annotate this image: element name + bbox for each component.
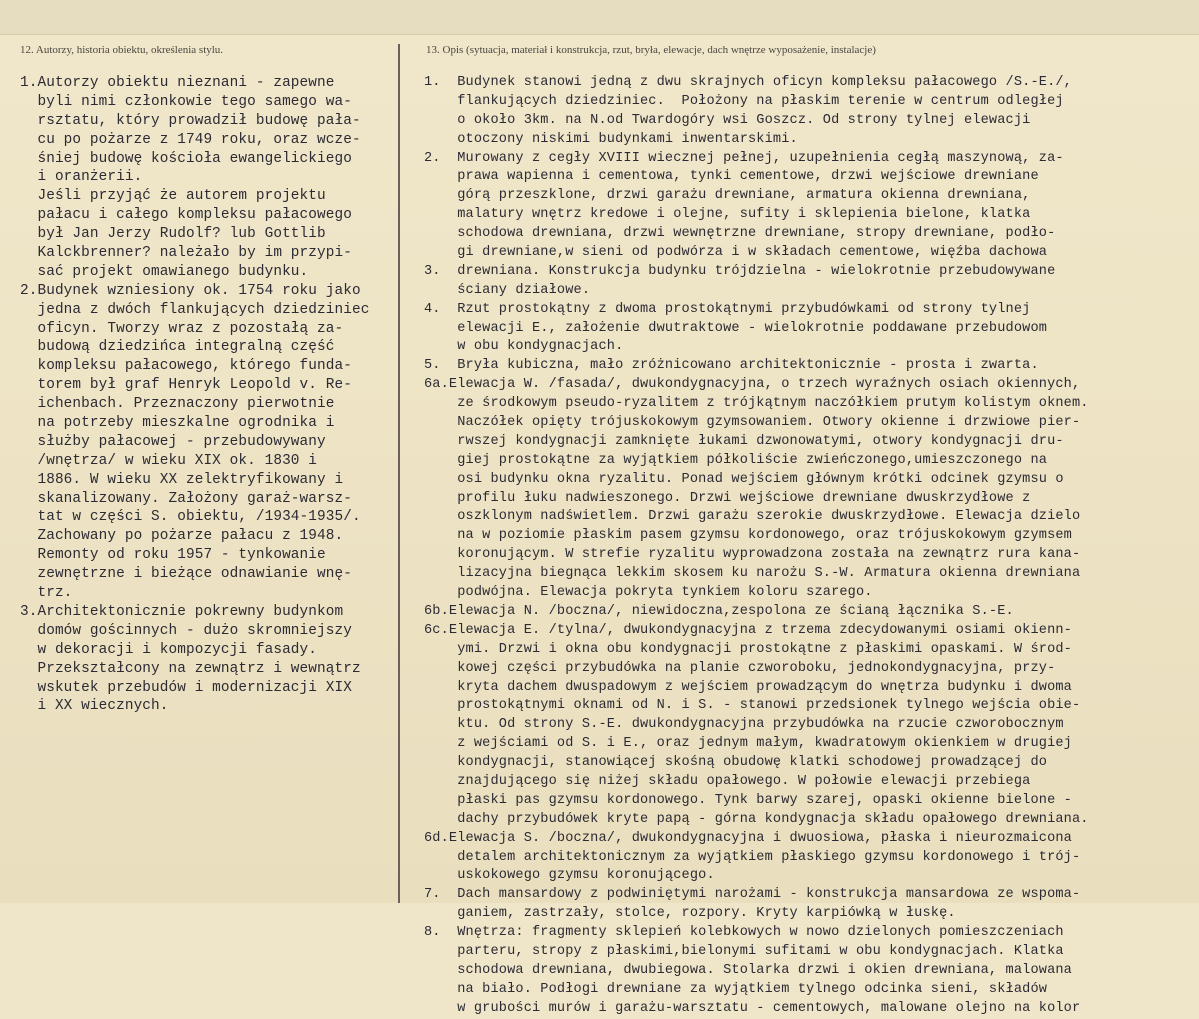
left-text-line: i oranżerii. bbox=[20, 169, 143, 186]
left-text-line: 2.Budynek wzniesiony ok. 1754 roku jako bbox=[20, 282, 361, 299]
right-text-line: 3. drewniana. Konstrukcja budynku trójdzielna - wielokrotnie przebudowywane bbox=[424, 263, 1056, 279]
right-text-line: 5. Bryła kubiczna, mało zróżnicowano architektonicznie - prosta i zwarta. bbox=[424, 358, 1039, 374]
left-text-line: wskutek przebudów i modernizacji XIX bbox=[20, 679, 352, 696]
right-text-line: o około 3km. na N.od Twardogóry wsi Goszcz. Od strony tylnej elewacji bbox=[424, 112, 1031, 128]
left-text-line: 3.Architektonicznie pokrewny budynkom bbox=[20, 603, 344, 620]
right-text-line: górą przeszklone, drzwi garażu drewniane, armatura okienna drewniana, bbox=[424, 188, 1031, 204]
left-text-line: /wnętrza/ w wieku XIX ok. 1830 i bbox=[20, 452, 318, 469]
left-text-line: Kalckbrenner? należało by im przypi- bbox=[20, 245, 352, 262]
left-text-line: rsztatu, który prowadził budowę pała- bbox=[20, 112, 361, 129]
right-text-line: 6d.Elewacja S. /boczna/, dwukondygnacyjna i dwuosiowa, płaska i nieurozmaicona bbox=[424, 830, 1072, 846]
right-text-line: parteru, stropy z płaskimi,bielonymi sufitami w obu kondygnacjach. Klatka bbox=[424, 943, 1064, 959]
section-header-13: 13. Opis (sytuacja, materiał i konstrukcja, rzut, bryła, elewacje, dach wnętrze wyposażenie, instalacje) bbox=[426, 44, 876, 56]
right-text-line: w grubości murów i garażu-warsztatu - cementowych, malowane olejno na kolor bbox=[424, 1000, 1081, 1016]
left-text-line: i XX wiecznych. bbox=[20, 698, 169, 715]
right-text-line: flankujących dziedziniec. Położony na płaskim terenie w centrum odległej bbox=[424, 93, 1064, 109]
page-top-edge bbox=[0, 0, 1199, 35]
right-text-line: schodowa drewniana, drzwi wewnętrzne drewniane, stropy drewniane, podło- bbox=[424, 226, 1056, 242]
right-text-line: profilu łuku nadwieszonego. Drzwi wejściowe drewniane dwuskrzydłowe z bbox=[424, 490, 1031, 506]
right-text-line: kowej części przybudówka na planie czworoboku, jednokondygnacyjna, przy- bbox=[424, 660, 1056, 676]
right-text-line: 6a.Elewacja W. /fasada/, dwukondygnacyjna, o trzech wyraźnych osiach okiennych, bbox=[424, 377, 1081, 393]
left-text-line: domów gościnnych - dużo skromniejszy bbox=[20, 622, 352, 639]
left-text-line: 1.Autorzy obiektu nieznani - zapewne bbox=[20, 75, 335, 91]
right-text-line: na biało. Podłogi drewniane za wyjątkiem tylnego odcinka sieni, składów bbox=[424, 981, 1048, 997]
left-text-line: budową dziedzińca integralną część bbox=[20, 339, 335, 356]
right-text-line: malatury wnętrz kredowe i olejne, sufity i sklepienia bielone, klatka bbox=[424, 207, 1031, 223]
left-text-line: służby pałacowej - przebudowywany bbox=[20, 433, 326, 450]
right-text-line: ymi. Drzwi i okna obu kondygnacji prostokątne z płaskimi opaskami. W środ- bbox=[424, 641, 1072, 657]
right-text-line: elewacji E., założenie dwutraktowe - wielokrotnie poddawane przebudowom bbox=[424, 320, 1048, 336]
left-text-line: skanalizowany. Założony garaż-warsz- bbox=[20, 490, 352, 507]
right-text-line: schodowa drewniana, dwubiegowa. Stolarka drzwi i okien drewniana, malowana bbox=[424, 962, 1072, 978]
right-text-line: na w poziomie płaskim pasem gzymsu kordonowego, oraz trójuskokowym gzymsem bbox=[424, 528, 1072, 544]
right-text-line: kryta dachem dwuspadowym z wejściem prowadzącym do wnętrza budynku i dwoma bbox=[424, 679, 1072, 695]
left-text-line: jedna z dwóch flankujących dziedziniec bbox=[20, 301, 370, 318]
right-text-line: ze środkowym pseudo-ryzalitem z trójkątnym naczółkiem prutym kolistym oknem. bbox=[424, 396, 1089, 412]
right-text-line: osi budynku okna ryzalitu. Ponad wejściem głównym krótki odcinek gzymsu o bbox=[424, 471, 1064, 487]
right-text-line: płaski pas gzymsu kordonowego. Tynk barwy szarej, opaski okienne bielone - bbox=[424, 792, 1072, 808]
left-text-line: Zachowany po pożarze pałacu z 1948. bbox=[20, 528, 344, 545]
right-text-line: ganiem, zastrzały, stolce, rozpory. Kryty karpiówką w łuskę. bbox=[424, 906, 956, 922]
left-text-line: torem był graf Henryk Leopold v. Re- bbox=[20, 377, 352, 394]
left-text-line: pałacu i całego kompleksu pałacowego bbox=[20, 207, 352, 224]
right-text-line: ktu. Od strony S.-E. dwukondygnacyjna przybudówka na rzucie czworobocznym bbox=[424, 717, 1064, 733]
left-text-line: ichenbach. Przeznaczony pierwotnie bbox=[20, 396, 335, 413]
left-text-line: trz. bbox=[20, 585, 73, 602]
right-text-line: 8. Wnętrza: fragmenty sklepień kolebkowych w nowo dzielonych pomieszczeniach bbox=[424, 925, 1064, 941]
left-text-line: Remonty od roku 1957 - tynkowanie bbox=[20, 547, 326, 564]
right-text-line: giej prostokątne za wyjątkiem półkoliście zwieńczonego,umieszczonego na bbox=[424, 452, 1048, 468]
authors-history-column bbox=[20, 74, 396, 716]
left-text-line: tat w części S. obiektu, /1934-1935/. bbox=[20, 509, 361, 526]
right-text-line: Naczółek opięty trójuskokowym gzymsowaniem. Otwory okienne i drzwiowe pier- bbox=[424, 415, 1081, 431]
left-text-line: był Jan Jerzy Rudolf? lub Gottlib bbox=[20, 226, 326, 243]
right-text-line: lizacyjna biegnąca lekkim skosem ku narożu S.-W. Armatura okienna drewniana bbox=[424, 566, 1081, 582]
left-text-line: oficyn. Tworzy wraz z pozostałą za- bbox=[20, 320, 344, 337]
right-text-line: 6c.Elewacja E. /tylna/, dwukondygnacyjna z trzema zdecydowanymi osiami okienn- bbox=[424, 622, 1072, 638]
right-text-line: 6b.Elewacja N. /boczna/, niewidoczna,zespolona ze ścianą łącznika S.-E. bbox=[424, 603, 1014, 619]
right-text-line: 1. Budynek stanowi jedną z dwu skrajnych oficyn kompleksu pałacowego /S.-E./, bbox=[424, 75, 1072, 90]
right-text-line: kondygnacji, stanowiącej skośną obudowę klatki schodowej prowadzącej do bbox=[424, 755, 1048, 771]
right-text-line: gi drewniane,w sieni od podwórza i w składach cementowe, więźba dachowa bbox=[424, 245, 1048, 261]
left-text-line: zewnętrzne i bieżące odnawianie wnę- bbox=[20, 566, 352, 583]
description-column bbox=[424, 74, 1196, 1019]
column-divider bbox=[398, 44, 400, 903]
left-text-line: Przekształcony na zewnątrz i wewnątrz bbox=[20, 660, 361, 677]
right-text-line: 7. Dach mansardowy z podwiniętymi narożami - konstrukcja mansardowa ze wspoma- bbox=[424, 887, 1081, 903]
left-text-line: sać projekt omawianego budynku. bbox=[20, 263, 309, 280]
right-text-line: prostokątnymi oknami od N. i S. - stanowi przedsionek tylnego wejścia obie- bbox=[424, 698, 1081, 714]
right-text-line: 4. Rzut prostokątny z dwoma prostokątnymi przybudówkami od strony tylnej bbox=[424, 301, 1031, 317]
right-text-line: detalem architektonicznym za wyjątkiem płaskiego gzymsu kordonowego i trój- bbox=[424, 849, 1081, 865]
right-text-line: podwójna. Elewacja pokryta tynkiem koloru szarego. bbox=[424, 585, 873, 601]
right-text-line: rwszej kondygnacji zamknięte łukami dzwonowatymi, otwory kondygnacji dru- bbox=[424, 433, 1064, 449]
right-text-line: uskokowego gzymsu koronującego. bbox=[424, 868, 715, 884]
right-text-line: koronującym. W strefie ryzalitu wyprowadzona została na zewnątrz rura kana- bbox=[424, 547, 1081, 563]
right-text-line: z wejściami od S. i E., oraz jednym małym, kwadratowym okienkiem w drugiej bbox=[424, 736, 1072, 752]
right-text-line: prawa wapienna i cementowa, tynki cementowe, drzwi wejściowe drewniane bbox=[424, 169, 1039, 185]
left-text-line: w dekoracji i kompozycji fasady. bbox=[20, 641, 318, 658]
left-text-line: Jeśli przyjąć że autorem projektu bbox=[20, 188, 326, 205]
right-text-line: otoczony niskimi budynkami inwentarskimi. bbox=[424, 131, 798, 147]
left-text-line: 1886. W wieku XX zelektryfikowany i bbox=[20, 471, 344, 488]
left-text-line: śniej budowę kościoła ewangelickiego bbox=[20, 150, 352, 167]
right-text-line: dachy przybudówek kryte papą - górna kondygnacja składu opałowego drewniana. bbox=[424, 811, 1089, 827]
left-text-line: na potrzeby mieszkalne ogrodnika i bbox=[20, 415, 335, 432]
right-text-line: ściany działowe. bbox=[424, 282, 591, 298]
right-text-line: znajdującego się niżej składu opałowego. W połowie elewacji przebiega bbox=[424, 773, 1031, 789]
right-text-line: w obu kondygnacjach. bbox=[424, 339, 624, 355]
right-text-line: 2. Murowany z cegły XVIII wiecznej pełnej, uzupełnienia cegłą maszynową, za- bbox=[424, 150, 1064, 166]
left-text-line: kompleksu pałacowego, którego funda- bbox=[20, 358, 352, 375]
section-header-12: 12. Autorzy, historia obiektu, określenia stylu. bbox=[20, 44, 224, 56]
right-text-line: oszklonym nadświetlem. Drzwi garażu szerokie dwuskrzydłowe. Elewacja dzielo bbox=[424, 509, 1081, 525]
left-text-line: cu po pożarze z 1749 roku, oraz wcze- bbox=[20, 131, 361, 148]
left-text-line: byli nimi członkowie tego samego wa- bbox=[20, 93, 352, 110]
